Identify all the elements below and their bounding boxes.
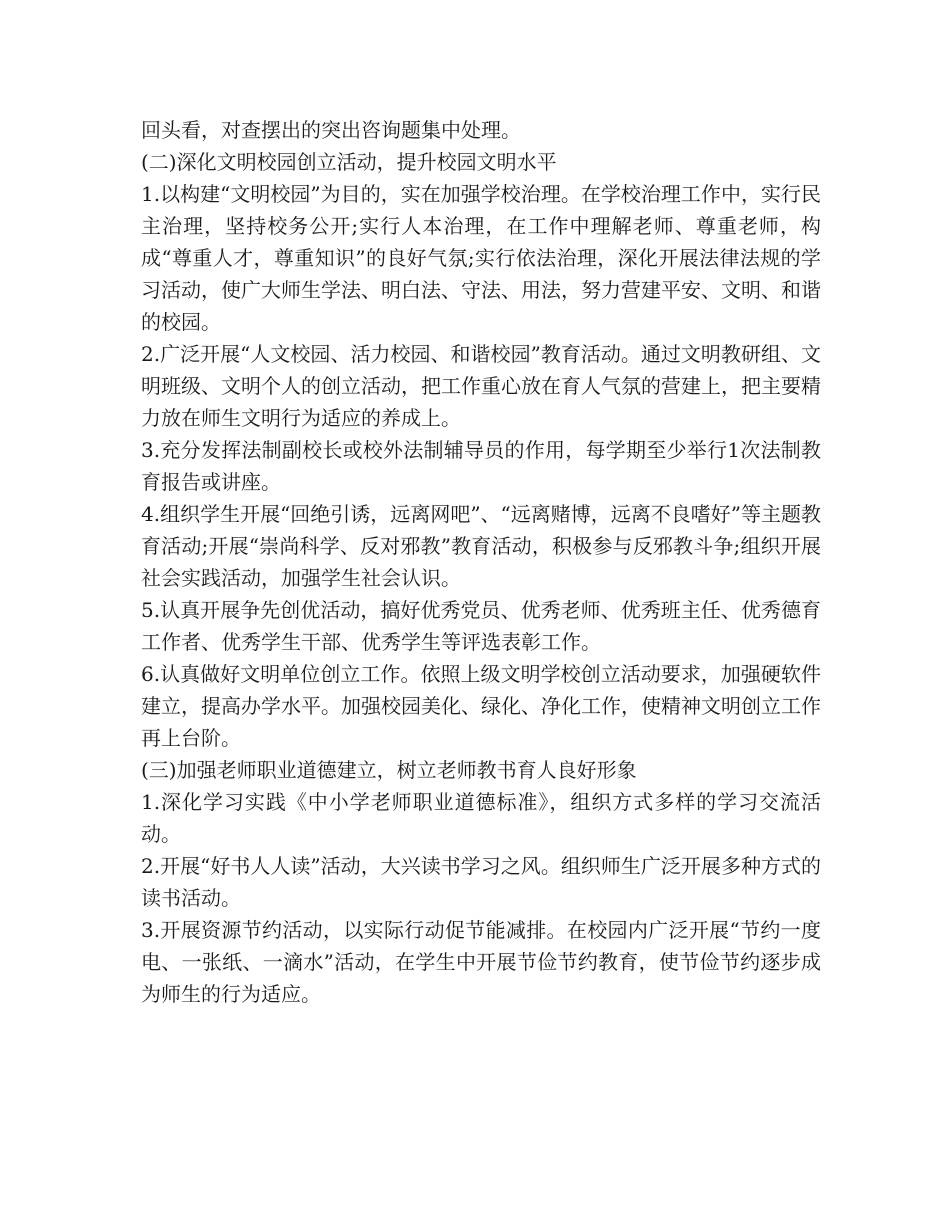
list-item-2-5: 5.认真开展争先创优活动，搞好优秀党员、优秀老师、优秀班主任、优秀德育工作者、优秀学生干部、优秀学生等评选表彰工作。: [141, 598, 821, 654]
section-heading-2: (二)深化文明校园创立活动，提升校园文明水平: [141, 150, 557, 174]
list-item-2-4: 4.组织学生开展“回绝引诱，远离网吧”、“远离赌博，远离不良嗜好”等主题教育活动;开展“崇尚科学、反对邪教”教育活动，积极参与反邪教斗争;组织开展社会实践活动，加强学生社会认识。: [141, 502, 821, 590]
paragraph-continuation: 回头看，对查摆出的突出咨询题集中处理。: [141, 118, 521, 142]
list-item-3-2: 2.开展“好书人人读”活动，大兴读书学习之风。组织师生广泛开展多种方式的读书活动。: [141, 854, 821, 910]
list-item-3-3: 3.开展资源节约活动，以实际行动促节能减排。在校园内广泛开展“节约一度电、一张纸、一滴水”活动，在学生中开展节俭节约教育，使节俭节约逐步成为师生的行为适应。: [141, 918, 821, 1006]
list-item-2-1: 1.以构建“文明校园”为目的，实在加强学校治理。在学校治理工作中，实行民主治理，坚持校务公开;实行人本治理，在工作中理解老师、尊重老师，构成“尊重人才，尊重知识”的良好气氛;实行依法治理，深化开展法律法规的学习活动，使广大师生学法、明白法、守法、用法，努力营建平安、文明、和谐的校园。: [141, 182, 821, 334]
list-item-2-3: 3.充分发挥法制副校长或校外法制辅导员的作用，每学期至少举行1次法制教育报告或讲座。: [141, 438, 821, 494]
list-item-3-1: 1.深化学习实践《中小学老师职业道德标准》，组织方式多样的学习交流活动。: [141, 790, 821, 846]
document-body: [141, 114, 821, 1010]
list-item-2-2: 2.广泛开展“人文校园、活力校园、和谐校园”教育活动。通过文明教研组、文明班级、文明个人的创立活动，把工作重心放在育人气氛的营建上，把主要精力放在师生文明行为适应的养成上。: [141, 342, 821, 430]
section-heading-3: (三)加强老师职业道德建立，树立老师教书育人良好形象: [141, 758, 637, 782]
list-item-2-6: 6.认真做好文明单位创立工作。依照上级文明学校创立活动要求，加强硬软件建立，提高办学水平。加强校园美化、绿化、净化工作，使精神文明创立工作再上台阶。: [141, 662, 821, 750]
